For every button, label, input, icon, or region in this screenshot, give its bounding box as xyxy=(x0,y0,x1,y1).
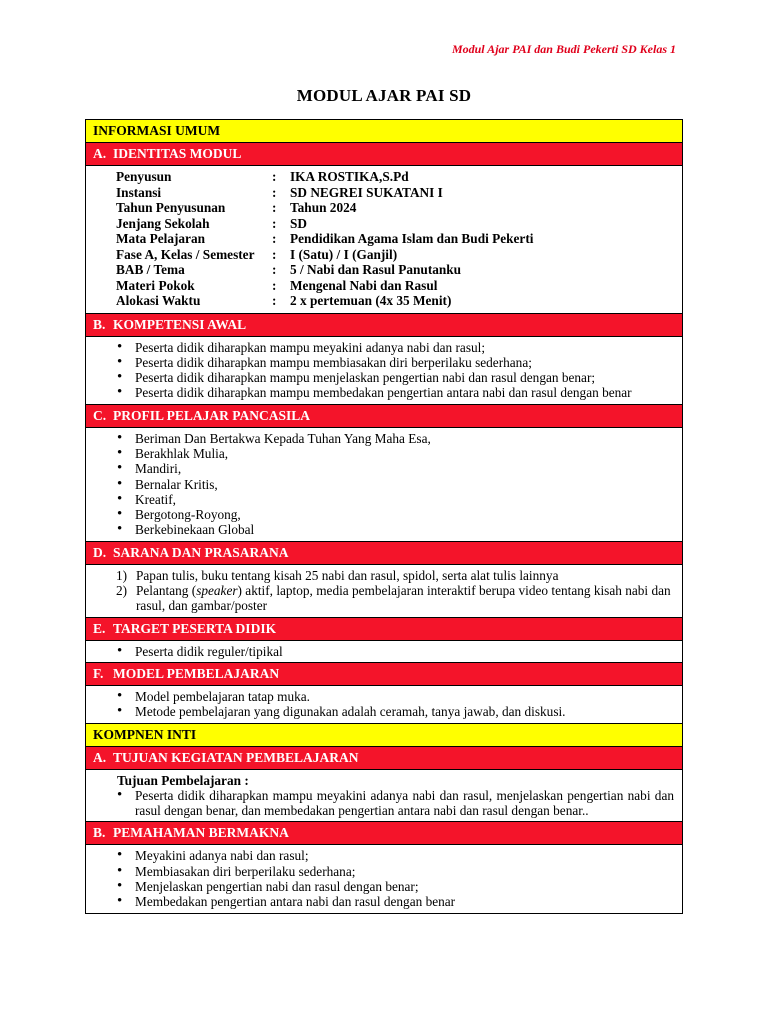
identity-label: Materi Pokok xyxy=(116,277,195,293)
list-item xyxy=(116,583,672,614)
list-item: • Bernalar Kritis, xyxy=(135,477,672,492)
identity-value: Pendidikan Agama Islam dan Budi Pekerti xyxy=(290,231,534,246)
item-text xyxy=(136,583,672,614)
identity-row xyxy=(116,293,682,309)
section-letter: A. xyxy=(93,749,107,765)
list-item: • Peserta didik diharapkan mampu membedakan pengertian antara nabi dan rasul dengan benar xyxy=(135,385,672,400)
section-letter: C. xyxy=(93,407,107,423)
section-heading: IDENTITAS MODUL xyxy=(113,146,242,161)
identity-row xyxy=(116,262,682,278)
list-item: • Membedakan pengertian antara nabi dan rasul dengan benar xyxy=(135,894,672,909)
list-item: • Kreatif, xyxy=(135,492,672,507)
objective-subheading: Tujuan Pembelajaran : xyxy=(117,772,249,788)
section-komponen-inti: KOMPNEN INTI xyxy=(86,724,682,747)
identity-label: Tahun Penyusunan xyxy=(116,200,226,215)
list-item: • Mandiri, xyxy=(135,461,672,476)
section-profil-pancasila xyxy=(86,405,682,428)
identity-label: Fase A, Kelas / Semester xyxy=(116,246,255,262)
identity-value: I (Satu) / I (Ganjil) xyxy=(290,246,398,262)
identity-value: SD xyxy=(290,215,307,231)
list-item: • Peserta didik diharapkan mampu membiasakan diri berperilaku sederhana; xyxy=(135,355,672,370)
identity-colon: : xyxy=(272,215,277,231)
identity-row xyxy=(116,169,682,185)
identity-label: Jenjang Sekolah xyxy=(116,215,210,231)
list-item: • Peserta didik diharapkan mampu meyakini adanya nabi dan rasul, menjelaskan pengertian nabi dan rasul dengan benar, dan membedakan pengertian antara nabi dan rasul dengan benar.. xyxy=(135,788,674,819)
identity-label: Penyusun xyxy=(116,169,172,184)
list-item: • Model pembelajaran tatap muka. xyxy=(135,689,672,704)
identity-row xyxy=(116,185,682,201)
identity-value: Mengenal Nabi dan Rasul xyxy=(290,277,438,293)
section-identitas-modul xyxy=(86,143,682,166)
profil-pancasila-content xyxy=(86,428,682,542)
kompetensi-awal-content xyxy=(86,337,682,405)
list-item: • Membiasakan diri berperilaku sederhana; xyxy=(135,864,672,879)
section-kompetensi-awal xyxy=(86,314,682,337)
list-item: • Bergotong-Royong, xyxy=(135,507,672,522)
target-content xyxy=(86,641,682,663)
text-segment: ) aktif, laptop, media pembelajaran interaktif berupa video tentang kisah nabi dan rasul, dan gambar/poster xyxy=(136,583,671,614)
section-informasi-umum: INFORMASI UMUM xyxy=(86,120,682,143)
section-letter: D. xyxy=(93,544,107,560)
list-item: • Peserta didik diharapkan mampu meyakini adanya nabi dan rasul; xyxy=(135,340,672,355)
module-table xyxy=(85,119,683,914)
identity-colon: : xyxy=(272,200,277,215)
section-heading: KOMPETENSI AWAL xyxy=(113,316,247,332)
list-item: • Peserta didik reguler/tipikal xyxy=(135,644,672,659)
identity-colon: : xyxy=(272,169,277,184)
section-heading: PROFIL PELAJAR PANCASILA xyxy=(113,407,311,423)
model-content xyxy=(86,686,682,724)
list-item: • Berakhlak Mulia, xyxy=(135,446,672,461)
list-item: • Metode pembelajaran yang digunakan adalah ceramah, tanya jawab, dan diskusi. xyxy=(135,704,672,719)
identity-row xyxy=(116,247,682,263)
list-item: • Peserta didik diharapkan mampu menjelaskan pengertian nabi dan rasul dengan benar; xyxy=(135,370,672,385)
section-heading: PEMAHAMAN BERMAKNA xyxy=(113,825,289,841)
identity-value: 2 x pertemuan (4x 35 Menit) xyxy=(290,293,452,308)
section-model-pembelajaran xyxy=(86,663,682,686)
section-heading: TUJUAN KEGIATAN PEMBELAJARAN xyxy=(113,749,359,765)
list-item: • Meyakini adanya nabi dan rasul; xyxy=(135,848,672,863)
identity-value: 5 / Nabi dan Rasul Panutanku xyxy=(290,262,462,277)
tujuan-content xyxy=(86,770,682,823)
text-segment: Pelantang ( xyxy=(136,583,197,599)
identity-colon: : xyxy=(272,277,277,293)
identity-colon: : xyxy=(272,184,277,200)
list-item: • Menjelaskan pengertian nabi dan rasul dengan benar; xyxy=(135,879,672,894)
item-text: Papan tulis, buku tentang kisah 25 nabi dan rasul, spidol, serta alat tulis lainnya xyxy=(136,567,559,583)
section-pemahaman-bermakna xyxy=(86,822,682,845)
identity-value: SD NEGREI SUKATANI I xyxy=(290,184,443,200)
section-letter: A. xyxy=(93,146,107,161)
section-sarana-prasarana xyxy=(86,542,682,565)
identity-label: Instansi xyxy=(116,184,162,200)
item-number: 2) xyxy=(116,583,128,599)
section-letter: F. xyxy=(93,665,104,681)
identity-label: Alokasi Waktu xyxy=(116,293,201,308)
list-item: • Beriman Dan Bertakwa Kepada Tuhan Yang Maha Esa, xyxy=(135,431,672,446)
list-item: • Berkebinekaan Global xyxy=(135,522,672,537)
sarana-content xyxy=(86,565,682,618)
section-letter: B. xyxy=(93,316,106,332)
identity-colon: : xyxy=(272,231,277,246)
identity-value: Tahun 2024 xyxy=(290,200,357,215)
section-heading: SARANA DAN PRASARANA xyxy=(113,544,289,560)
section-tujuan-pembelajaran xyxy=(86,747,682,770)
identity-row xyxy=(116,216,682,232)
document-title: MODUL AJAR PAI SD xyxy=(296,86,472,105)
item-number: 1) xyxy=(116,567,128,583)
identity-label: BAB / Tema xyxy=(116,262,185,277)
section-target-peserta xyxy=(86,618,682,641)
identity-colon: : xyxy=(272,293,277,308)
list-item xyxy=(116,568,672,583)
running-header: Modul Ajar PAI dan Budi Pekerti SD Kelas 1 xyxy=(451,42,676,56)
section-letter: E. xyxy=(93,620,106,636)
section-heading: TARGET PESERTA DIDIK xyxy=(113,620,277,636)
identity-label: Mata Pelajaran xyxy=(116,231,205,246)
italic-term: speaker xyxy=(196,583,238,599)
section-letter: B. xyxy=(93,825,106,841)
identity-details xyxy=(86,166,682,314)
section-heading: MODEL PEMBELAJARAN xyxy=(113,665,280,681)
identity-row xyxy=(116,278,682,294)
identity-row xyxy=(116,231,682,247)
identity-colon: : xyxy=(272,262,277,277)
identity-value: IKA ROSTIKA,S.Pd xyxy=(290,169,409,184)
pemahaman-content xyxy=(86,845,682,912)
identity-row xyxy=(116,200,682,216)
identity-colon: : xyxy=(272,246,277,262)
